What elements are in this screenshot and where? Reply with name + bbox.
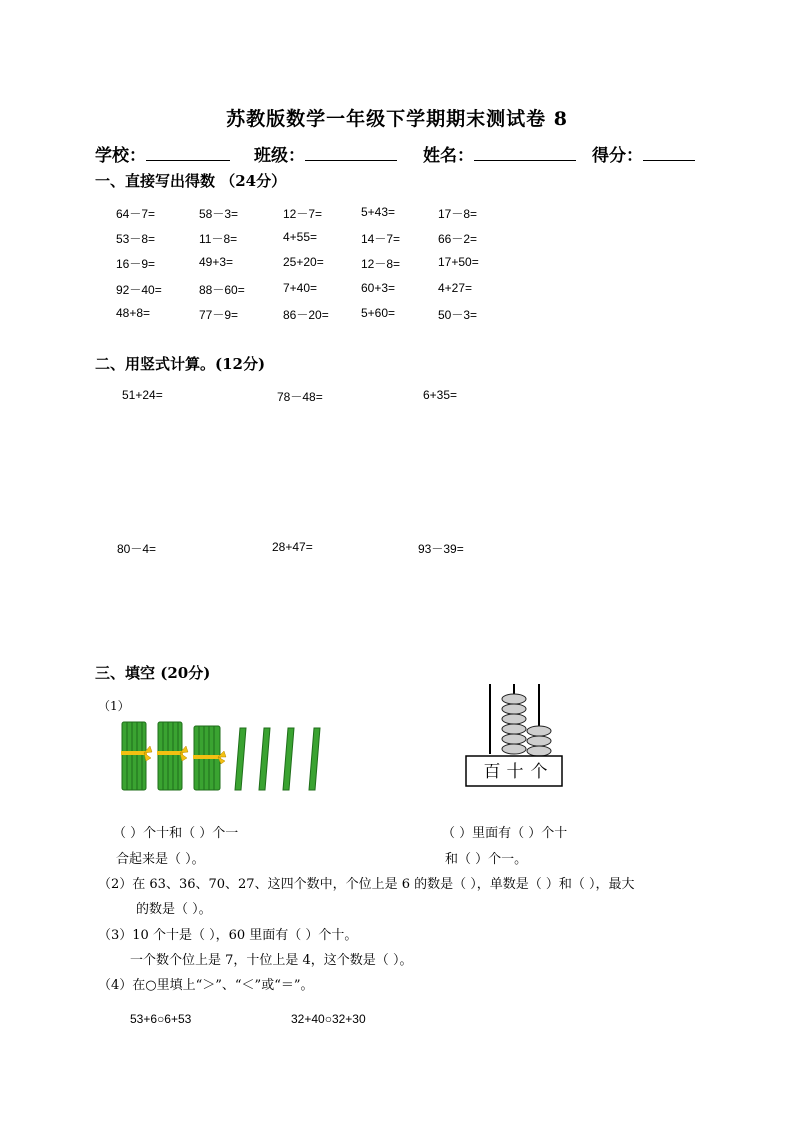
mental-math-item: 4+27= — [438, 281, 473, 295]
section2-heading: 二、用竖式计算。(12分) — [95, 355, 266, 373]
mental-math-item: 88－60= — [199, 283, 245, 297]
score-field — [592, 141, 695, 166]
stick-bundle — [193, 726, 226, 790]
mental-math-item: 50－3= — [438, 308, 478, 322]
mental-math-item: 11－8= — [199, 232, 238, 246]
mental-math-item: 86－20= — [283, 308, 329, 322]
class-blank[interactable] — [305, 144, 397, 161]
question-1-label: （1） — [98, 699, 130, 713]
mental-math-item: 14－7= — [361, 232, 401, 246]
vertical-calc-item: 28+47= — [272, 540, 313, 554]
mental-math-item: 53－8= — [116, 232, 156, 246]
sticks-picture — [118, 718, 333, 794]
page-title: 苏教版数学一年级下学期期末测试卷 8 — [226, 108, 568, 130]
mental-math-item: 4+55= — [283, 230, 318, 244]
compare-item: 53+6○6+53 — [130, 1012, 192, 1026]
score-blank[interactable] — [643, 144, 695, 161]
school-blank[interactable] — [146, 144, 230, 161]
mental-math-item: 48+8= — [116, 306, 151, 320]
mental-math-item: 58－3= — [199, 207, 239, 221]
class-field — [254, 141, 397, 166]
section1-heading: 一、直接写出得数 （24分） — [95, 172, 287, 190]
vertical-calc-item: 93－39= — [418, 542, 464, 556]
q1-right-line1: （ ）里面有（ ）个十 — [442, 826, 568, 841]
mental-math-item: 64－7= — [116, 207, 156, 221]
vertical-calc-item: 80－4= — [117, 542, 157, 556]
mental-math-item: 16－9= — [116, 257, 156, 271]
abacus-label-ones: 个 — [530, 762, 548, 782]
mental-math-item: 49+3= — [199, 255, 234, 269]
vertical-calc-item: 51+24= — [122, 388, 163, 402]
vertical-calc-item: 6+35= — [423, 388, 458, 402]
q3-line1: （3）10 个十是（ ），60 里面有（ ）个十。 — [98, 928, 358, 943]
score-label: 得分： — [592, 146, 643, 166]
name-label: 姓名： — [423, 146, 474, 166]
mental-math-item: 12－7= — [283, 207, 323, 221]
mental-math-item: 25+20= — [283, 255, 324, 269]
q1-left-line1: （ ）个十和（ ）个一 — [113, 826, 239, 841]
single-sticks — [235, 728, 320, 790]
mental-math-item: 12－8= — [361, 257, 401, 271]
q2-line1: （2）在 63、36、70、27、这四个数中，个位上是 6 的数是（ ），单数是（ ）和（ ），最大 — [98, 877, 635, 892]
stick-bundle — [157, 722, 188, 790]
abacus-picture — [462, 682, 566, 790]
mental-math-item: 5+60= — [361, 306, 396, 320]
ones-beads — [527, 726, 551, 756]
mental-math-item: 7+40= — [283, 281, 318, 295]
section3-heading: 三、填空 (20分) — [95, 664, 211, 682]
q2-line2: 的数是（ ）。 — [136, 902, 212, 917]
q3-line2: 一个数个位上是 7，十位上是 4，这个数是（ ）。 — [130, 953, 413, 968]
class-label: 班级： — [254, 146, 305, 166]
name-field — [423, 141, 576, 166]
stick-bundle — [121, 722, 152, 790]
mental-math-item: 66－2= — [438, 232, 478, 246]
school-label: 学校： — [95, 146, 146, 166]
compare-item: 32+40○32+30 — [291, 1012, 366, 1026]
abacus-label-hundreds: 百 — [483, 762, 501, 782]
mental-math-item: 5+43= — [361, 205, 396, 219]
mental-math-item: 92－40= — [116, 283, 162, 297]
vertical-calc-item: 78－48= — [277, 390, 323, 404]
q1-right-line2: 和（ ）个一。 — [445, 852, 528, 867]
abacus-label-tens: 十 — [506, 762, 524, 782]
mental-math-item: 77－9= — [199, 308, 239, 322]
mental-math-item: 60+3= — [361, 281, 396, 295]
tens-beads — [502, 694, 526, 754]
q4-line1: （4）在○里填上“＞”、“＜”或“＝”。 — [98, 978, 314, 993]
mental-math-item: 17+50= — [438, 255, 479, 269]
q1-left-line2: 合起来是（ ）。 — [116, 852, 205, 867]
name-blank[interactable] — [474, 144, 576, 161]
mental-math-item: 17－8= — [438, 207, 478, 221]
school-field — [95, 141, 230, 166]
